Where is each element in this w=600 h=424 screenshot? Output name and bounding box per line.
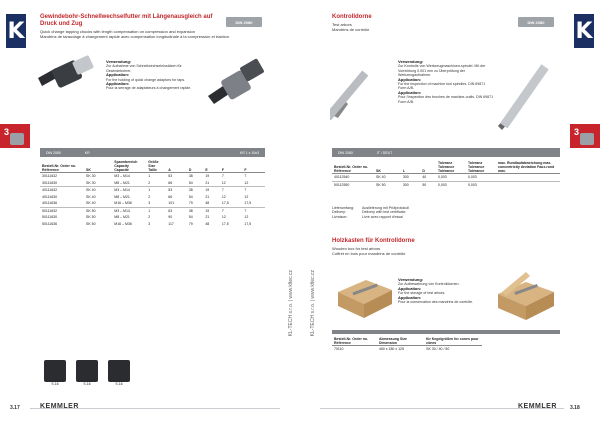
table-cell: M8 – M21 — [114, 180, 130, 185]
table-cell: 40111630 — [42, 194, 58, 199]
right-usage-2-de: Verwendung: Zur Aufbewahrung von Kontrolldornen. — [398, 277, 460, 287]
right-table-2-header: Bestell-Nr. Order no. Référence Abmessung Size Dimension für Kegelgrößen for cones pour cônes — [332, 337, 482, 346]
left-section-thumbnail — [10, 133, 24, 145]
table-cell: 79 — [188, 201, 193, 206]
table-row — [40, 221, 265, 228]
table-cell: 0,003 — [438, 175, 447, 180]
table-cell: 7 — [221, 208, 224, 213]
right-usage-1-fr: Application: Pour l'inspection des broches de machine-outils. DIN 69871 Form A/B. — [398, 89, 494, 104]
right-brand: KEMMLER — [518, 403, 557, 410]
table-cell: 7 — [221, 188, 224, 193]
right-subtitle-1-en: Test arbors — [332, 22, 352, 27]
delivery-fr: Livraison: Livré avec rapport d'essai — [332, 214, 403, 219]
right-section-thumbnail — [580, 133, 594, 145]
right-subtitle-1-fr: Mandrins de contrôle — [332, 27, 370, 32]
table-cell: 2 — [148, 215, 151, 220]
thumb-2: S.16 — [76, 360, 98, 386]
table-cell: 0,003 — [438, 182, 447, 187]
table-cell: 63 — [168, 208, 173, 213]
table-cell: 7 — [244, 188, 247, 193]
table-cell: 50112550 — [334, 182, 350, 187]
right-usage-1-de: Verwendung: Zur Kontrolle von Werkzeugmaschinen-spindel. Mit der Vorrichtung 0.001 mm zu Überprüfung der Werkzeugaufnahme. — [398, 59, 486, 78]
table-cell: SK 50 — [376, 182, 386, 187]
right-arbor-image-2 — [494, 60, 556, 132]
table-row — [40, 180, 265, 187]
table-cell: 17,5 — [244, 201, 252, 206]
table-cell: SK 50 — [86, 208, 96, 213]
table-cell: 3 — [148, 221, 151, 226]
table-cell: 90 — [168, 215, 173, 220]
left-usage-fr: Application: Pour la serrage de adaptateurs à changement rapide. — [106, 81, 192, 91]
left-product-table — [40, 160, 265, 227]
table-cell: 50111630 — [42, 215, 58, 220]
table-cell: 300 — [402, 175, 409, 180]
table-cell: 21 — [205, 215, 210, 220]
thumb-3: S.16 — [108, 360, 130, 386]
table-cell: SK 50 — [86, 215, 96, 220]
left-title: Gewindebohr-Schnellwechselfutter mit Längenausgleich auf Druck und Zug — [40, 14, 213, 27]
left-page-number: 3.17 — [10, 405, 20, 411]
table-cell: 101 — [168, 201, 175, 206]
right-box-image-2 — [496, 270, 556, 322]
right-title-1: Kontrolldorne — [332, 14, 372, 20]
table-cell: 40111636 — [42, 201, 58, 206]
table-cell: 54 — [188, 194, 193, 199]
table-cell: 50111636 — [42, 221, 58, 226]
left-table-header: Bestell-Nr. Order no. Référence SK Spannbereich Capacity Capacité Größe Size Taille A D E F F — [40, 160, 265, 173]
right-page — [300, 0, 600, 424]
right-vertical-text: KL-TECH s.r.o. | www.kltec.cz — [310, 270, 316, 337]
table-cell: M3 – M14 — [114, 208, 130, 213]
left-logo-tab: K — [6, 14, 26, 48]
table-cell: 0,003 — [468, 175, 477, 180]
table-cell: 12 — [244, 180, 249, 185]
right-table-bar-2 — [332, 330, 560, 334]
table-cell: 66 — [168, 194, 173, 199]
right-logo-tab: K — [574, 14, 594, 48]
table-cell: 19 — [205, 174, 210, 179]
right-box-table — [332, 337, 482, 353]
right-delivery-block — [332, 206, 532, 219]
left-table-bar: DIN 2080 KR KR 1 x 10x3 — [40, 148, 265, 157]
table-cell: 50 — [422, 182, 427, 187]
left-subtitle-fr: Mandrins de taraudage à changement rapide avec compensation longitudinale à la compression et traction — [40, 34, 230, 39]
table-cell: 1 — [148, 188, 151, 193]
table-cell: 7 — [244, 208, 247, 213]
table-row — [332, 346, 482, 353]
thumb-1: S.16 — [44, 360, 66, 386]
table-cell: 12 — [244, 194, 249, 199]
left-usage-en: Application: For the holding of quick change adaptors for taps. — [106, 72, 186, 82]
table-cell: 48 — [205, 201, 210, 206]
left-usage-de: Verwendung: Zur Aufnahme von Schnellwechseleinsätzen für Gewindebohrer. — [106, 59, 182, 73]
right-usage-2-en: Application: For the storage of test arbors. — [398, 285, 446, 296]
table-cell: 3 — [148, 201, 151, 206]
table-cell: 0,003 — [468, 182, 477, 187]
table-cell: 38 — [188, 188, 193, 193]
table-cell: 300 — [402, 182, 409, 187]
table-cell: 12 — [221, 194, 226, 199]
table-cell: 53 — [168, 188, 173, 193]
table-cell: M16 – M36 — [114, 201, 132, 206]
table-cell: 7 — [244, 174, 247, 179]
table-cell: 66 — [168, 180, 173, 185]
table-cell: SK 30 / 40 / 50 — [426, 347, 450, 352]
table-cell: 460 x 180 x 125 — [379, 347, 404, 352]
left-section-number: 3 — [4, 127, 10, 137]
left-din-badge: DIN 2080 — [226, 17, 262, 27]
table-cell: SK 40 — [86, 188, 96, 193]
table-cell: 48 — [205, 221, 210, 226]
table-cell: 117 — [168, 221, 174, 226]
right-din-badge: DIN 2080 — [518, 17, 554, 27]
table-cell: 30111630 — [42, 180, 58, 185]
left-vertical-text: KL-TECH s.r.o. | www.kltec.cz — [288, 270, 294, 337]
table-cell: 1 — [148, 208, 151, 213]
table-cell: SK 30 — [86, 174, 96, 179]
right-usage-block-2 — [398, 278, 494, 304]
left-section-tab — [0, 124, 30, 148]
table-cell: 17,5 — [221, 221, 229, 226]
table-cell: 19 — [205, 208, 210, 213]
right-title-2: Holzkasten für Kontrolldorne — [332, 238, 415, 244]
table-cell: 54 — [188, 215, 193, 220]
table-row — [332, 181, 560, 188]
table-cell: SK 40 — [86, 194, 96, 199]
right-section-tab — [570, 124, 600, 148]
right-table-1-header: Bestell-Nr. Order no. Référence SK L D Toleranz Tolerance Tolérance Toleranz Tolerance Tolérance max. Rundlaufabweichung max. concentricity deviation Faux-rond max. — [332, 161, 560, 174]
right-usage-2-fr: Application: Pour la conservation des mandrins de contrôle. — [398, 294, 474, 305]
table-cell: 40112540 — [334, 175, 350, 180]
table-cell: 30111632 — [42, 174, 58, 179]
left-chuck-image-2 — [204, 56, 268, 106]
table-cell: 53 — [168, 174, 173, 179]
delivery-en: Delivery: Delivery with test certificate — [332, 210, 406, 215]
table-cell: 19 — [205, 188, 210, 193]
table-cell: M3 – M14 — [114, 188, 130, 193]
left-subtitle-en: Quick change tapping chucks with length compensation on compression and expansion — [40, 29, 195, 34]
table-row — [332, 174, 560, 182]
table-cell: 12 — [244, 215, 249, 220]
table-cell: SK 50 — [86, 221, 96, 226]
left-thumbnails — [44, 360, 164, 396]
table-cell: SK 40 — [376, 175, 386, 180]
table-cell: 79 — [188, 221, 193, 226]
left-usage-block — [106, 60, 202, 91]
table-cell: 40 — [422, 175, 427, 180]
table-cell: 12 — [221, 180, 226, 185]
right-usage-1-en: Application: For the inspection of machine tool spindles. DIN 69871 Form A/B. — [398, 76, 486, 91]
table-cell: 38 — [188, 174, 193, 179]
delivery-de: Lieferumfang: Auslieferung mit Prüfprotokoll — [332, 206, 409, 210]
right-arbor-image-1 — [330, 56, 396, 120]
table-cell: 2 — [148, 194, 151, 199]
right-usage-block-1 — [398, 60, 494, 104]
table-cell: 70110 — [334, 347, 344, 352]
left-brand: KEMMLER — [40, 403, 79, 410]
table-cell: 38 — [188, 208, 193, 213]
table-row — [40, 187, 265, 194]
right-box-image-1 — [336, 272, 394, 320]
table-cell: 21 — [205, 194, 210, 199]
right-subtitle-2-fr: Coffret en bois pour mandrins de contrôle — [332, 251, 406, 256]
right-subtitle-2-en: Wooden box for test arbors — [332, 246, 381, 251]
table-cell: 12 — [221, 215, 226, 220]
table-cell: 2 — [148, 180, 151, 185]
right-table-bar-1: DIN 2080 IT / DEUT — [332, 148, 560, 157]
table-cell: SK 40 — [86, 201, 96, 206]
table-cell: 1 — [148, 174, 151, 179]
table-cell: 17,5 — [221, 201, 229, 206]
right-arbor-table — [332, 161, 560, 188]
table-cell: 21 — [205, 180, 210, 185]
table-cell: 50111632 — [42, 208, 58, 213]
table-row — [40, 207, 265, 214]
table-cell: 40111632 — [42, 188, 58, 193]
table-row — [40, 173, 265, 180]
table-cell: 17,5 — [244, 221, 252, 226]
right-page-number: 3.18 — [570, 405, 580, 411]
table-cell: M8 – M21 — [114, 215, 130, 220]
table-cell: SK 30 — [86, 180, 96, 185]
table-cell: 7 — [221, 174, 224, 179]
table-cell: 54 — [188, 180, 193, 185]
left-chuck-image-1 — [36, 52, 98, 96]
right-section-number: 3 — [574, 127, 580, 137]
table-row — [40, 200, 265, 207]
table-cell: M3 – M14 — [114, 174, 130, 179]
table-cell: M16 – M36 — [114, 221, 132, 226]
table-cell: M8 – M21 — [114, 194, 130, 199]
